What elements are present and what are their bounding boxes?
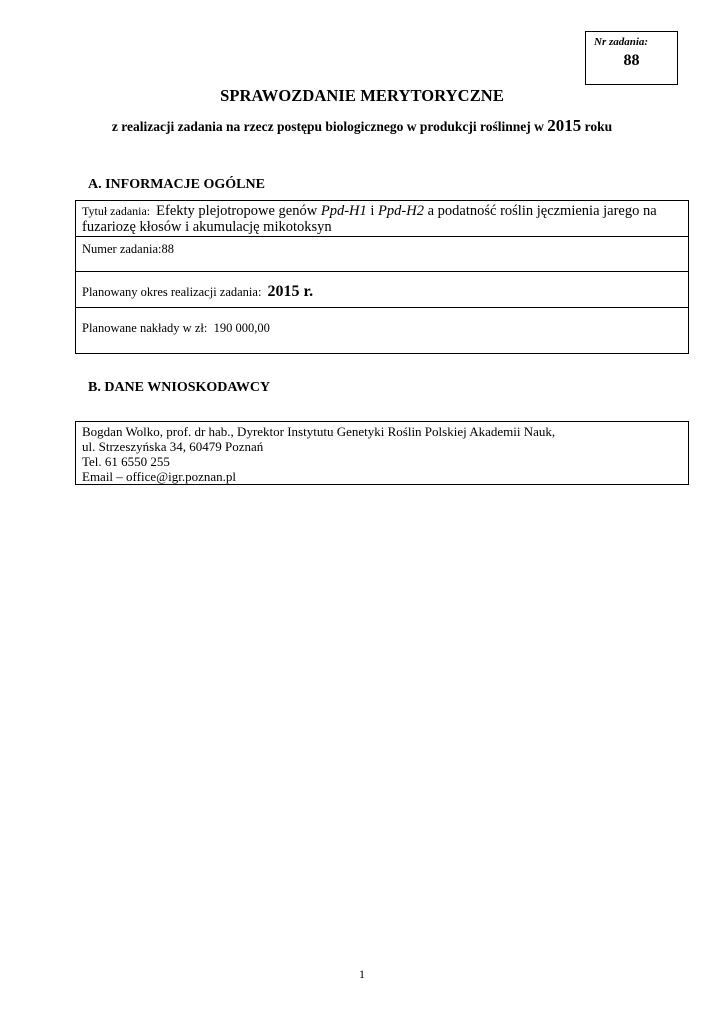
applicant-data-box bbox=[75, 421, 689, 485]
task-number-text: Numer zadania:88 bbox=[82, 242, 174, 256]
gene-ppd-h1: Ppd-H1 bbox=[320, 203, 367, 219]
gene-ppd-h2: Ppd-H2 bbox=[378, 203, 424, 219]
budget-row bbox=[76, 308, 688, 353]
applicant-phone: Tel. 61 6550 255 bbox=[82, 454, 170, 469]
budget-value: 190 000,00 bbox=[213, 321, 270, 335]
task-title-part: i bbox=[366, 203, 379, 219]
budget-label: Planowane nakłady w zł: bbox=[82, 321, 208, 335]
task-title-row bbox=[76, 201, 688, 237]
applicant-email: Email – office@igr.poznan.pl bbox=[82, 469, 236, 484]
page-number: 1 bbox=[359, 967, 365, 981]
task-number-row bbox=[76, 237, 688, 272]
period-value: 2015 r. bbox=[267, 283, 314, 300]
section-a-heading: A. INFORMACJE OGÓLNE bbox=[88, 177, 265, 192]
subtitle-text: z realizacji zadania na rzecz postępu biologicznego w produkcji roślinnej w bbox=[111, 119, 548, 134]
task-title-part: a podatność roślin jęczmienia jarego na fuzariozę kłosów i akumulację mikotoksyn bbox=[82, 203, 657, 235]
applicant-name: Bogdan Wolko, prof. dr hab., Dyrektor Instytutu Genetyki Roślin Polskiej Akademii Nauk, bbox=[82, 424, 556, 439]
subtitle-year: 2015 bbox=[547, 116, 582, 135]
subtitle-suffix: roku bbox=[581, 119, 613, 134]
period-label: Planowany okres realizacji zadania: bbox=[82, 285, 262, 299]
task-title-label: Tytuł zadania: bbox=[82, 204, 151, 218]
period-cell bbox=[82, 283, 313, 301]
budget-cell bbox=[82, 321, 270, 336]
report-subtitle bbox=[0, 116, 724, 136]
task-title-value bbox=[82, 203, 657, 235]
task-number-label: Nr zadania: bbox=[594, 36, 649, 48]
task-title-cell bbox=[82, 203, 682, 235]
applicant-address: ul. Strzeszyńska 34, 60479 Poznań bbox=[82, 439, 264, 454]
period-row bbox=[76, 272, 688, 308]
task-number-box bbox=[585, 31, 678, 85]
general-info-table bbox=[75, 200, 689, 354]
task-number-value: 88 bbox=[623, 52, 640, 69]
section-b-heading: B. DANE WNIOSKODAWCY bbox=[88, 380, 271, 395]
task-title-part: Efekty plejotropowe genów bbox=[156, 203, 321, 219]
report-title: SPRAWOZDANIE MERYTORYCZNE bbox=[220, 86, 504, 105]
